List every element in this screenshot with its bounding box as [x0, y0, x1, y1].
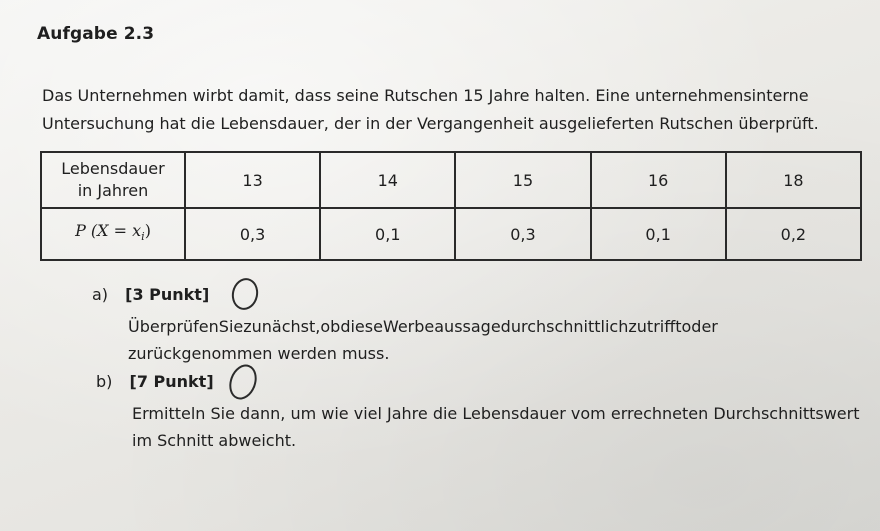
cell-p-1: 0,3 [185, 208, 320, 260]
task-b-header [96, 372, 214, 391]
probability-table [40, 151, 862, 261]
cell-p-3: 0,3 [455, 208, 590, 260]
intro-line-2: Untersuchung hat die Lebensdauer, der in der Vergangenheit ausgelieferten Rutschen überprüft. [42, 114, 819, 133]
cell-x-4: 16 [591, 152, 726, 208]
task-a-word: diese [340, 317, 383, 336]
header-lifespan-line-2: in Jahren [77, 181, 149, 200]
task-a-word: durchschnittlich [500, 317, 629, 336]
task-a-line-1 [128, 313, 860, 340]
task-a-word: zunächst, [243, 317, 321, 336]
task-a-points: [3 Punkt] [125, 285, 210, 304]
probability-formula: P $(X = x_i)$ [75, 220, 151, 244]
intro-paragraph [42, 82, 862, 138]
task-b-points: [7 Punkt] [129, 372, 214, 391]
table-row-probability [41, 208, 861, 260]
task-b-text [132, 400, 859, 454]
task-b-line-1: Ermitteln Sie dann, um wie viel Jahre die Lebensdauer vom errechneten Durchschnittswert [132, 404, 860, 423]
task-a-word: ob [320, 317, 341, 336]
task-a-word: Werbeaussage [382, 317, 501, 336]
cell-x-5: 18 [726, 152, 861, 208]
task-a-word: oder [681, 317, 718, 336]
task-a-word: zutrifft [628, 317, 682, 336]
header-lifespan-line-1: Lebensdauer [61, 159, 165, 178]
task-a-label: a) [92, 285, 109, 304]
hand-drawn-circle-a [229, 276, 261, 313]
task-a-line-2: zurückgenommen werden muss. [128, 344, 390, 363]
table-row-lifespan [41, 152, 861, 208]
cell-x-2: 14 [320, 152, 455, 208]
cell-p-4: 0,1 [591, 208, 726, 260]
task-a-word: Sie [218, 317, 244, 336]
task-a-word: Überprüfen [128, 317, 219, 336]
cell-p-2: 0,1 [320, 208, 455, 260]
header-cell-probability [41, 208, 185, 260]
cell-x-1: 13 [185, 152, 320, 208]
task-a-header [92, 285, 209, 304]
task-a-text [128, 313, 860, 367]
cell-p-5: 0,2 [726, 208, 861, 260]
page-title: Aufgabe 2.3 [37, 24, 155, 44]
cell-x-3: 15 [455, 152, 590, 208]
header-cell-lifespan [41, 152, 185, 208]
task-b-label: b) [96, 372, 113, 391]
intro-line-1: Das Unternehmen wirbt damit, dass seine Rutschen 15 Jahre halten. Eine unternehmensinterne [42, 86, 809, 105]
task-b-line-2: im Schnitt abweicht. [132, 431, 297, 450]
hand-drawn-circle-b [225, 361, 262, 404]
